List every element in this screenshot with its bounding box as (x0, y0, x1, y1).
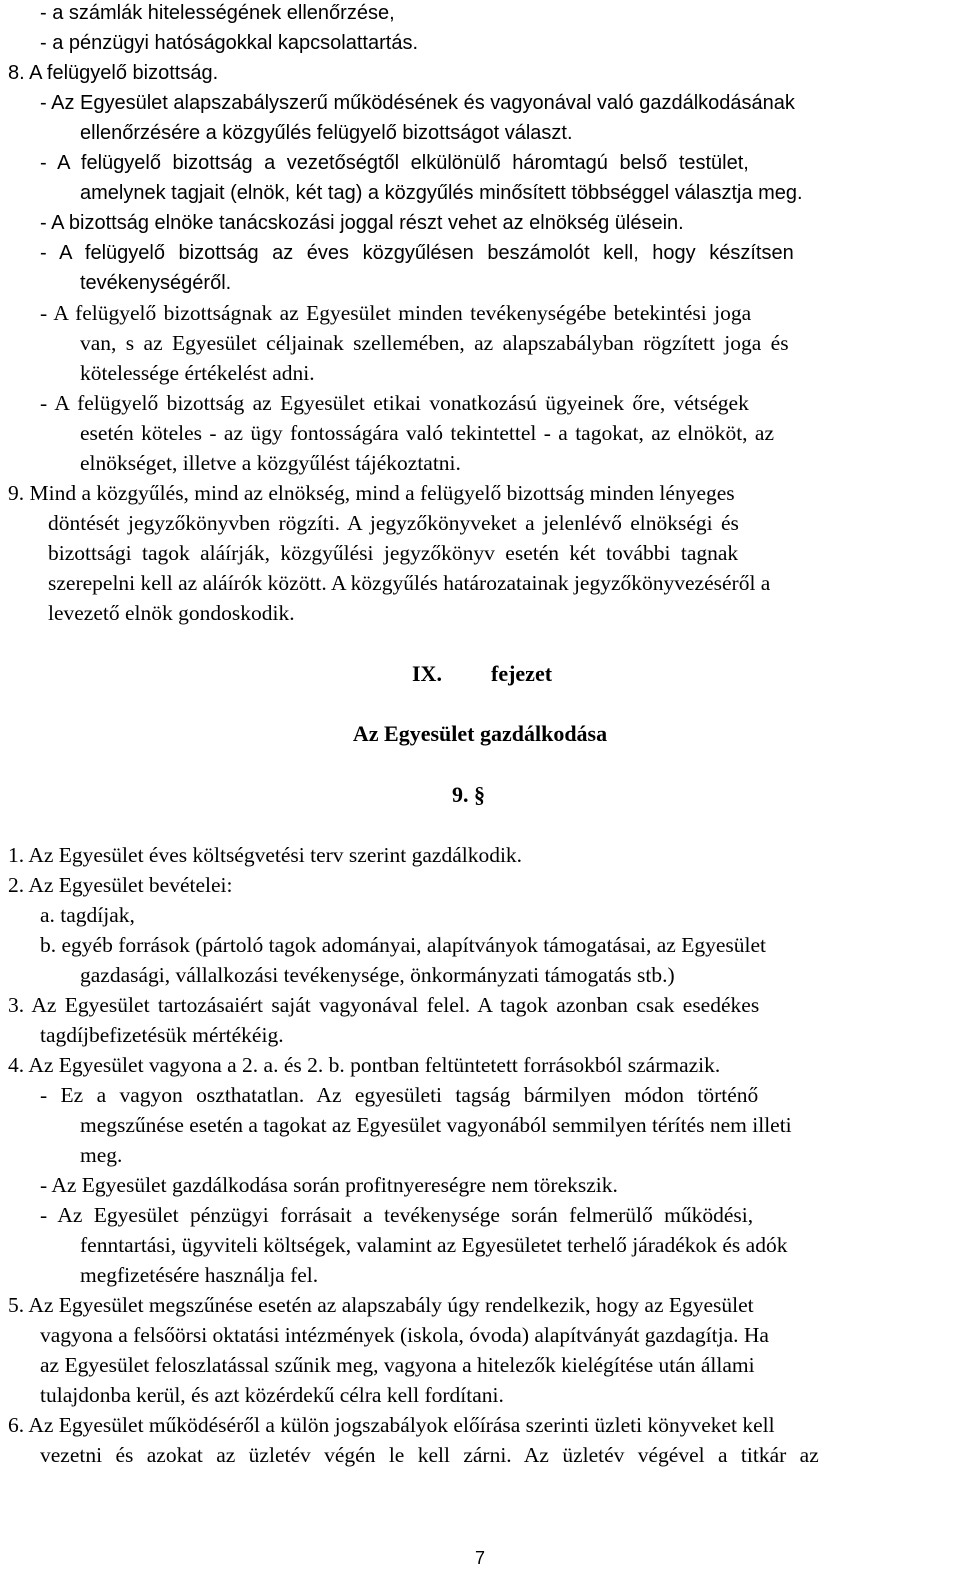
section-number: 9. § (452, 782, 485, 807)
text-line: van, s az Egyesület céljainak szellemében, az alapszabályban rögzített joga és (80, 331, 789, 355)
text-line: - a pénzügyi hatóságokkal kapcsolattartás. (40, 32, 418, 54)
text-line: 9. Mind a közgyűlés, mind az elnökség, mind a felügyelő bizottság minden lényeges (8, 481, 735, 505)
text-line: bizottsági tagok aláírják, közgyűlési jegyzőkönyv esetén két további tagnak (48, 541, 739, 565)
text-line: meg. (80, 1143, 123, 1167)
text-line: 1. Az Egyesület éves költségvetési terv szerint gazdálkodik. (8, 843, 523, 867)
text-line: - A felügyelő bizottság a vezetőségtől elkülönülő háromtagú belső testület, (40, 152, 749, 174)
page-number: 7 (474, 1548, 485, 1568)
text-line: vezetni és azokat az üzletév végén le kell zárni. Az üzletév végével a titkár az (40, 1443, 819, 1467)
text-line: ellenőrzésére a közgyűlés felügyelő bizottságot választ. (80, 122, 573, 144)
text-line: - Az Egyesület gazdálkodása során profitnyereségre nem törekszik. (40, 1173, 618, 1197)
text-line: kötelessége értékelést adni. (80, 361, 315, 385)
text-line: - Az Egyesület alapszabályszerű működésének és vagyonával való gazdálkodásának (40, 92, 795, 114)
text-line: megfizetésére használja fel. (80, 1263, 319, 1287)
text-line: 3. Az Egyesület tartozásaiért saját vagyonával felel. A tagok azonban csak esedékes (8, 993, 760, 1017)
text-line: tevékenységéről. (80, 272, 232, 294)
text-line: szerepelni kell az aláírók között. A közgyűlés határozatainak jegyzőkönyvezéséről a (48, 571, 771, 595)
text-line: - A felügyelő bizottság az Egyesület etikai vonatkozású ügyeinek őre, vétségek (40, 391, 749, 415)
text-line: - A felügyelő bizottságnak az Egyesület minden tevékenységébe betekintési joga (40, 301, 752, 325)
text-line: amelynek tagjait (elnök, két tag) a közgyűlés minősített többséggel választja meg. (80, 182, 803, 204)
chapter-number: IX. (412, 661, 442, 686)
text-line: b. egyéb források (pártoló tagok adományai, alapítványok támogatásai, az Egyesület (40, 933, 766, 957)
text-line: tagdíjbefizetésük mértékéig. (40, 1023, 284, 1047)
chapter-word: fejezet (491, 661, 553, 686)
chapter-title: Az Egyesület gazdálkodása (352, 721, 608, 746)
text-line: a. tagdíjak, (40, 903, 135, 927)
text-line: az Egyesület feloszlatással szűnik meg, vagyona a hitelezők kielégítése után állami (40, 1353, 755, 1377)
text-line: - Az Egyesület pénzügyi forrásait a tevékenysége során felmerülő működési, (40, 1203, 754, 1227)
text-line: esetén köteles - az ügy fontosságára való tekintettel - a tagokat, az elnököt, az (80, 421, 775, 445)
text-line: - Ez a vagyon oszthatatlan. Az egyesületi tagság bármilyen módon történő (40, 1083, 759, 1107)
text-line: - a számlák hitelességének ellenőrzése, (40, 2, 395, 24)
text-line: tulajdonba kerül, és azt közérdekű célra kell fordítani. (40, 1383, 504, 1407)
text-line: levezető elnök gondoskodik. (48, 601, 295, 625)
text-line: gazdasági, vállalkozási tevékenysége, önkormányzati támogatás stb.) (80, 963, 675, 987)
text-line: elnökséget, illetve a közgyűlést tájékoztatni. (80, 451, 461, 475)
text-line: 4. Az Egyesület vagyona a 2. a. és 2. b. pontban feltüntetett forrásokból származik. (8, 1053, 721, 1077)
text-line: 2. Az Egyesület bevételei: (8, 873, 233, 897)
text-line: megszűnése esetén a tagokat az Egyesület vagyonából semmilyen térítés nem illeti (80, 1113, 792, 1137)
text-line: 6. Az Egyesület működéséről a külön jogszabályok előírása szerinti üzleti könyveket kell (8, 1413, 775, 1437)
text-line: - A felügyelő bizottság az éves közgyűlésen beszámolót kell, hogy készítsen (40, 242, 794, 264)
text-line: vagyona a felsőörsi oktatási intézmények (iskola, óvoda) alapítványát gazdagítja. Ha (40, 1323, 769, 1347)
text-line: 8. A felügyelő bizottság. (8, 62, 219, 84)
text-line: fenntartási, ügyviteli költségek, valamint az Egyesületet terhelő járadékok és adók (80, 1233, 788, 1257)
text-line: - A bizottság elnöke tanácskozási joggal részt vehet az elnökség ülésein. (40, 212, 684, 234)
text-line: döntését jegyzőkönyvben rögzíti. A jegyzőkönyveket a jelenlévő elnökségi és (48, 511, 739, 535)
text-line: 5. Az Egyesület megszűnése esetén az alapszabály úgy rendelkezik, hogy az Egyesület (8, 1293, 754, 1317)
